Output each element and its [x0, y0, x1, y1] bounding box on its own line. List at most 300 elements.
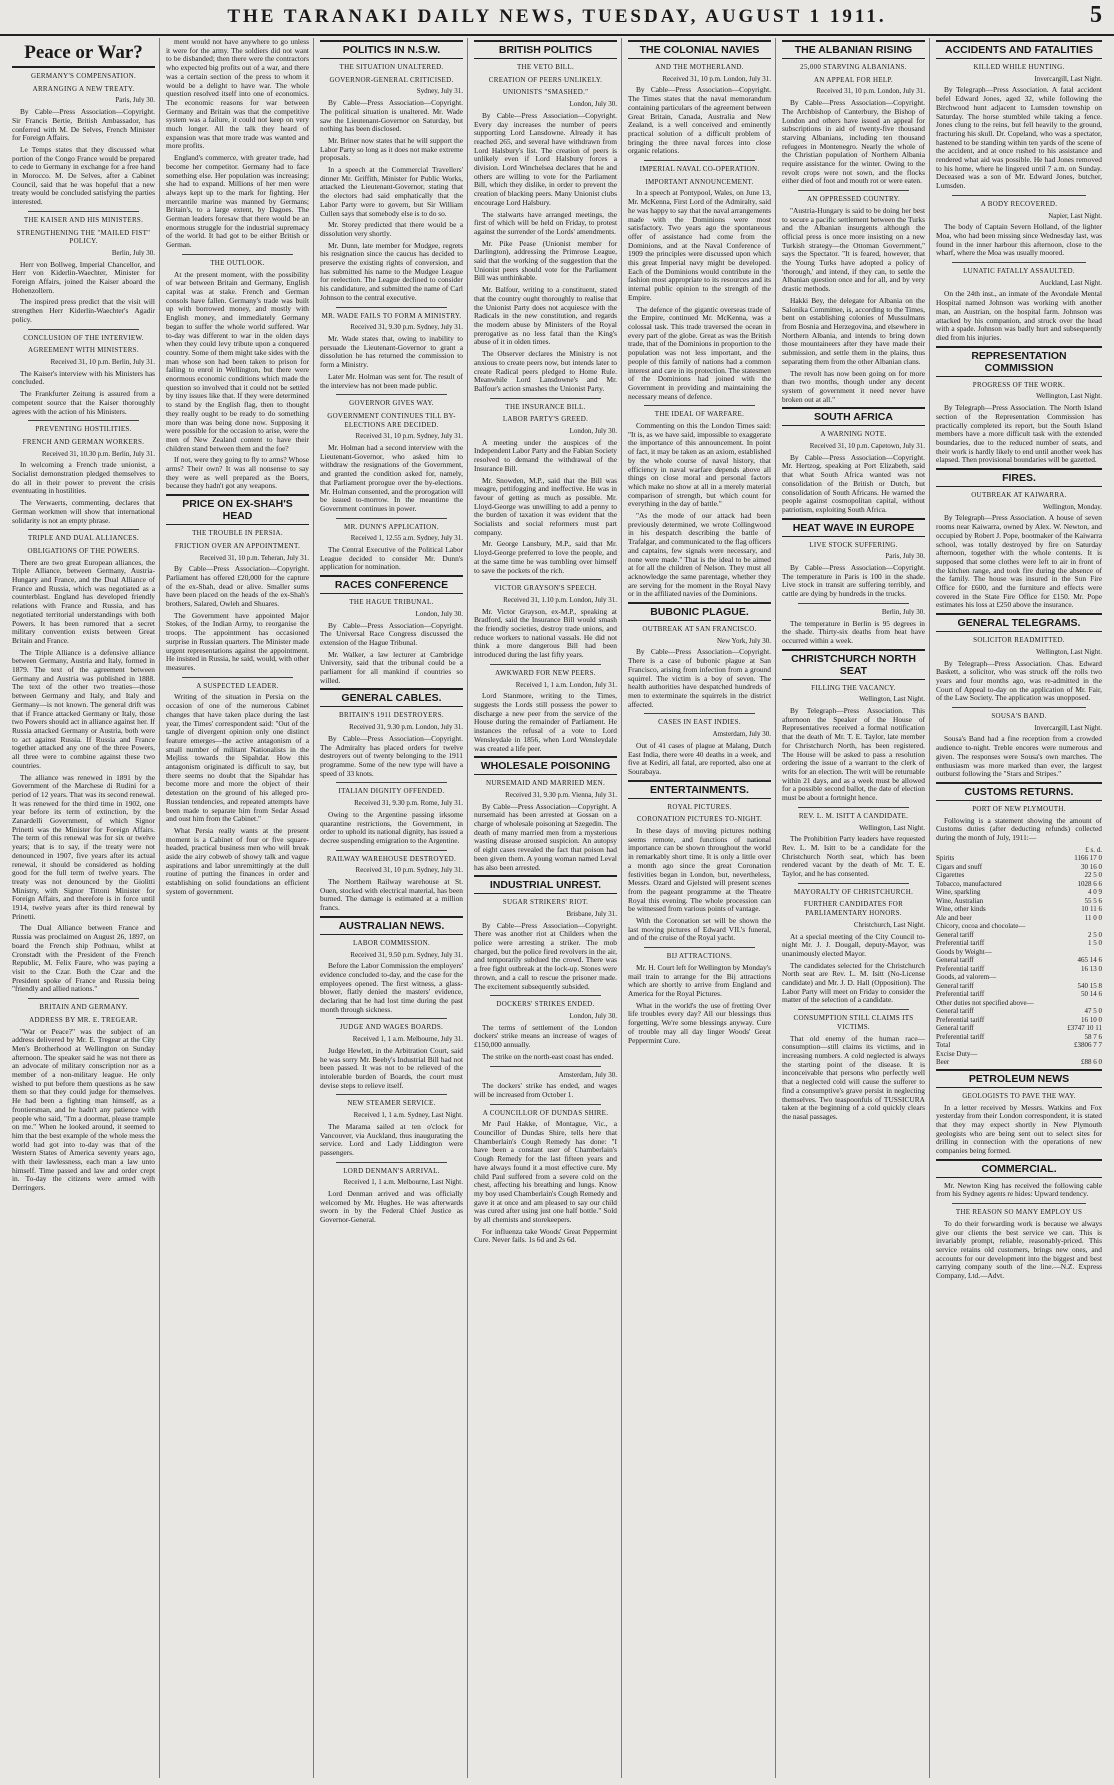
- subheading: SUGAR STRIKERS' RIOT.: [502, 898, 589, 907]
- dateline: Paris, July 30.: [885, 552, 925, 561]
- paragraph: What Persia really wants at the present moment is a Cabinet of four or five square-headed, practical business men who will break aside the airy cobweb of showy talk and vague aspirations and labor unremittingly at the dull routine of putting the finances in order and establishing on solid foundations an efficient system of government.: [166, 825, 309, 896]
- subheading: FURTHER CANDIDATES FOR PARLIAMENTARY HONORS.: [803, 900, 904, 918]
- table-item: Tobacco, manufactured: [936, 879, 1002, 888]
- subheading: MR. DUNN'S APPLICATION.: [344, 522, 439, 531]
- headline: PETROLEUM NEWS: [936, 1069, 1102, 1088]
- table-row: [936, 1033, 1102, 1042]
- paragraph: By Telegraph—Press Association. A house of seven rooms near Kaiwarra, owned by Alex. W. Newton, and occupied by Robert J. Pope, bootmaker of the Kaiwarra school, was totally destroyed by fire on Saturday afternoon, together with the whole contents. It is supposed that some clothes were left to air in front of the kitchen range, and took fire during the absence of the family. The house was insured in the Sun Fire Office for £600, and the furniture and effects were covered in the State Fire Office for £150. Mr. Pope estimates his loss at £250 above the insurance.: [936, 513, 1102, 610]
- table-amount: 10 11 6: [1081, 905, 1102, 914]
- subheading: CONSUMPTION STILL CLAIMS ITS VICTIMS.: [793, 1014, 914, 1031]
- table-row: [936, 965, 1102, 974]
- dateline: Received 31, 9.30 p.m. Sydney, July 31.: [350, 323, 463, 332]
- paragraph: For influenza take Woods' Great Peppermint Cure. Never fails. 1s 6d and 2s 6d.: [474, 1226, 617, 1245]
- paragraph: By Cable—Press Association—Copyright. The political situation is unaltered. Mr. Wade saw the Lieutenant-Governor on Saturday, but nothing has been disclosed.: [320, 98, 463, 134]
- divider: [28, 329, 139, 330]
- table-row: [936, 1016, 1102, 1025]
- paragraph: At the present moment, with the possibility of war between Britain and Germany, English capital was at stake. French and German consols have fallen. Germany's trade was built up with borrowed money, and mostly with English money, and immediately Germany began to suffer the whole world suffered. War to-day was different to war in the olden days when they could levy tribute upon a conquered country. Some of them might take sides with the man whose son had been taken to prison for failing to enrol in Wellington, but there were enormous economic conditions which made the question so involved that it could not be settled by tiny issues like that. If they were determined to stand by the English flag, then to thought they really ought to be ready to do something more than was being done now. Supposing it were possible for the occasion to arise, were the men of New Zealand content to have their children stand between them and the foe?: [166, 269, 309, 453]
- paragraph: In welcoming a French trade unionist, a Socialist demonstration pledged themselves to do all in their power to prevent the crisis eventuating in hostilities.: [12, 460, 155, 496]
- dateline: Paris, July 30.: [115, 96, 155, 105]
- column-4: [470, 38, 622, 1778]
- dateline: Received 31, 10 p.m. London, July 31.: [816, 87, 925, 96]
- subheading: PREVENTING HOSTILITIES.: [35, 425, 132, 434]
- table-amount: 16 13 0: [1081, 964, 1102, 973]
- paragraph: The Triple Alliance is a defensive alliance between Germany, Austria and Italy, formed in 1879. The text of the agreement between Germany and Austria was published in 1888. The text of the other two treaties—those between Germany and Italy, and Italy and Germany—is not known. The general drift was that if France attacked Germany or Italy, those two Powers should act in alliance against her. If Russia attacked Germany or Austria, both were to act against Russia. If Russia and France together attacked any one of the three Powers, all three were to combine against these two countries.: [12, 647, 155, 770]
- dateline: Received 31, 10.30 p.m. Berlin, July 31.: [41, 449, 155, 458]
- dateline: Christchurch, Last Night.: [853, 920, 925, 929]
- headline: PRICE ON EX-SHAH'S HEAD: [166, 494, 309, 525]
- table-amount: 47 5 0: [1084, 1007, 1102, 1016]
- headline: SOUTH AFRICA: [782, 407, 925, 426]
- dateline: Received 1, 12.55 a.m. Sydney, July 31.: [350, 534, 463, 543]
- paragraph: The Central Executive of the Political Labor League decided to consider Mr. Dunn's application for nomination.: [320, 545, 463, 572]
- dateline: Invercargill, Last Night.: [1034, 74, 1102, 83]
- divider: [798, 883, 909, 884]
- paragraph: By Cable—Press Association—Copyright. The Archbishop of Canterbury, the Bishop of London and others have issued an appeal for subscriptions in aid of twenty-five thousand starving Albanians, including ten thousand refugees in Montenegro. Nearly the whole of the Christian population of Northern Albania require assistance for the winter. Owing to the revolt crops were not sown, and the flocks either died of foot and mouth rot or were eaten.: [782, 98, 925, 186]
- subheading: ADDRESS BY MR. E. TREGEAR.: [29, 1015, 138, 1024]
- paragraph: Mr. Wade states that, owing to inability to persuade the Lieutenant-Governor to grant a dissolution he has returned the commission to form a Ministry.: [320, 333, 463, 370]
- paragraph: By Cable—Press Association—Copyright. The Admiralty has placed orders for twelve destroyers out of twenty belonging to the 1911 programme. Some of the new type will have a speed of 33 knots.: [320, 733, 463, 778]
- paragraph: Mr. Dunn, late member for Mudgee, regrets his resignation since the caucus has decided to preserve the existing rights of conversion, and has submitted his name to the Mudgee League for reelection. The League declined to consider his candidature, and submitted the name of Carl Johnson to the central executive.: [320, 240, 463, 302]
- divider: [644, 160, 755, 161]
- subheading: GOVERNOR-GENERAL CRITICISED.: [329, 75, 454, 84]
- paragraph: Commenting on this the London Times said: "It is, as we have said, impossible to exaggerate the importance of this announcement. In point of fact, it may be taken as an axiom, established by the whole course of naval history, that efficiency in naval warfare depends above all things on close moral and personal factors which make no show at all in a merely material comparison of strength, but which count for everything in the day of battle.": [628, 421, 771, 509]
- subheading: VICTOR GRAYSON'S SPEECH.: [494, 584, 597, 593]
- divider: [28, 211, 139, 212]
- paragraph: Later Mr. Holman was sent for. The result of the interview has not been made public.: [320, 371, 463, 390]
- dateline: Amsterdam, July 30.: [558, 1070, 617, 1079]
- dateline: Received 31, 10 p.m. Sydney, July 31.: [355, 432, 463, 441]
- table-item: Cigarettes: [936, 871, 965, 880]
- dateline: Napier, Last Night.: [1048, 211, 1102, 220]
- table-row: [936, 973, 1102, 982]
- paragraph: Sousa's Band had a fine reception from a crowded audience to-night. Treble encores were numerous and given. The responses were Sousa's own marches. The enthusiasm was more marked than ever, the largest outburst following the "Stars and Stripes.": [936, 734, 1102, 779]
- divider: [490, 664, 601, 665]
- paragraph: The inspired press predict that the visit will strengthen Herr Kiderlin-Waechter's Agadir policy.: [12, 297, 155, 324]
- dateline: Amsterdam, July 30.: [712, 730, 771, 739]
- headline: COMMERCIAL.: [936, 1159, 1102, 1178]
- paragraph: Mr. Newton King has received the following cable from his Sydney agents re hides: Upward tendency.: [936, 1180, 1102, 1199]
- column-7: [932, 38, 1106, 1778]
- table-row: [936, 871, 1102, 880]
- divider: [644, 713, 755, 714]
- table-item: Preferential tariff: [936, 964, 985, 973]
- customs-table: [936, 846, 1102, 1067]
- table-item: Wine, Australian: [936, 896, 984, 905]
- subheading: CONCLUSION OF THE INTERVIEW.: [23, 333, 144, 342]
- paragraph: The Kaiser's interview with his Ministers has concluded.: [12, 368, 155, 387]
- table-row: [936, 982, 1102, 991]
- paragraph: Mr. Victor Grayson, ex-M.P., speaking at Bradford, said the Insurance Bill would smash the friendly societies, destroy trade unions, and reduce workers to national vassals. He did not think a more dangerous Bill had been introduced during the last fifty years.: [474, 606, 617, 660]
- table-amount: 11 0 0: [1084, 913, 1102, 922]
- dateline: London, July 30.: [569, 427, 617, 436]
- subheading: NURSEMAID AND MARRIED MEN.: [485, 779, 606, 788]
- subheading: KILLED WHILE HUNTING.: [973, 63, 1065, 71]
- table-amount: [1058, 999, 1102, 1008]
- divider: [182, 677, 293, 678]
- table-item: General tariff: [936, 1024, 974, 1033]
- paragraph: "As the mode of our attack had been previously determined, we wrote Collingwood in his despatch describing the battle of Trafalgar, and communicated to the flag officers and captains, few signals were necessary, and none were made." That is the ideal to be aimed at for all the children of Nelson. They must all acknowledge the same parentage, whether they are serving for the moment in the Royal Navy or in the affiliated navies of the Dominions.: [628, 511, 771, 599]
- dateline: Received 31, 9.30 p.m. London, July 31.: [349, 723, 463, 732]
- subheading: OBLIGATIONS OF THE POWERS.: [27, 546, 140, 555]
- table-amount: 55 5 6: [1084, 896, 1102, 905]
- table-item: Ale and beer: [936, 913, 972, 922]
- subheading: THE OUTLOOK.: [210, 258, 265, 267]
- subheading: LABOR PARTY'S GREED.: [502, 415, 589, 424]
- subheading: CASES IN EAST INDIES.: [658, 718, 741, 727]
- subheading: A SUSPECTED LEADER.: [196, 681, 279, 690]
- table-amount: 58 7 6: [1084, 1032, 1102, 1041]
- paragraph: By Cable—Press Association—Copyright. The Universal Race Congress discussed the extension of the Hague Tribunal.: [320, 620, 463, 647]
- headline: CHRISTCHURCH NORTH SEAT: [782, 649, 925, 680]
- subheading: A BODY RECOVERED.: [980, 199, 1058, 208]
- paragraph: By Telegraph—Press Association. This afternoon the Speaker of the House of Representatives received a formal notification that the death of Mr. T. E. Taylor, late member for Christchurch North, has been registered. The House will be asked to pass a resolution ordering the issue of a warrant to the clerk of writs for an election. The writ will be returnable within 21 days, and as a week must be allowed for a possible second ballot, the date of election must be about a fortnight hence.: [782, 706, 925, 803]
- headline: GENERAL CABLES.: [320, 688, 463, 707]
- dateline: Wellington, Last Night.: [859, 823, 925, 832]
- headline: WHOLESALE POISONING: [474, 756, 617, 775]
- dateline: Received 31, 10 p.m. Berlin, July 31.: [50, 357, 155, 366]
- subheading: AN OPPRESSED COUNTRY.: [806, 195, 901, 204]
- table-item: Wine, other kinds: [936, 905, 986, 914]
- column-5: [624, 38, 776, 1778]
- table-item: Chicory, cocoa and chocolate—: [936, 922, 1026, 931]
- column-3: [316, 38, 468, 1778]
- table-row: [936, 880, 1102, 889]
- table-item: Goods by Weight—: [936, 947, 992, 956]
- divider: [28, 998, 139, 999]
- subheading: SOLICITOR READMITTED.: [973, 636, 1065, 645]
- divider: [798, 190, 909, 191]
- paragraph: A meeting under the auspices of the Independent Labor Party and the Fabian Society resolved to demand the withdrawal of the Insurance Bill.: [474, 437, 617, 473]
- subheading: DOCKERS' STRIKES ENDED.: [496, 1000, 595, 1009]
- subheading: IMPORTANT ANNOUNCEMENT.: [645, 177, 754, 186]
- subheading: THE REASON SO MANY EMPLOY US: [955, 1208, 1083, 1217]
- headline: BUBONIC PLAGUE.: [628, 602, 771, 621]
- dateline: Received 31, 9.50 p.m. Sydney, July 31.: [350, 950, 463, 959]
- headline: ACCIDENTS AND FATALITIES: [936, 40, 1102, 59]
- paragraph: "Austria-Hungary is said to be doing her best to secure a pacific settlement between the Turks and the Albanian insurgents although the official press is once more insisting on a new Turkish strategy—the Ottoman Government," says the Spectator. "It is feared, however, that the Young Turks have adopted a policy of 'thorough,' and intend, if they can, to settle the Albanian question once and for all, and by very drastic methods.: [782, 205, 925, 294]
- paragraph: Mr. Balfour, writing to a constituent, stated that the country ought thoroughly to realise that the Unionist Party does not acquiesce with the Radicals in the new constitution, and regards the modern abuse by Ministers of the Royal prerogative as no less fatal than the King's abuse of it in olden times.: [474, 285, 617, 347]
- paragraph: Le Temps states that they discussed what portion of the Congo France would be prepared to cede to Germany in exchange for a free hand in Morocco. M. De Selves, after a Cabinet Council, said that he was hopeful that a new treaty would be concluded satisfying the parties interested.: [12, 144, 155, 207]
- table-header-currency: £ s. d.: [1085, 845, 1102, 854]
- table-row: [936, 931, 1102, 940]
- paragraph: The Verwaerts, commenting, declares that German workmen will show that international solidarity is not an empty phrase.: [12, 498, 155, 525]
- dateline: Received 31, 10 p.m. London, July 31.: [662, 74, 771, 83]
- subheading: LIVE STOCK SUFFERING.: [809, 540, 898, 549]
- table-item: Spirits: [936, 854, 955, 863]
- headline: INDUSTRIAL UNREST.: [474, 875, 617, 894]
- paragraph: By Cable—Press Association—Copyright. Every day increases the number of peers supporting Lord Lansdowne. Already it has reached 265, and several have withdrawn from Lord Halsbury's list. The creation of peers is unlikely even if Lord Halsbury forces a division. Lord Winchelsea declares that he and others are willing to vote for the Parliament Bill, which they dislike, in order to prevent the creation of blacking peers. Many Unionist clubs encourage Lord Halsbury.: [474, 110, 617, 207]
- table-item: Preferential tariff: [936, 1015, 985, 1024]
- dateline: Berlin, July 30.: [111, 248, 155, 257]
- table-row: [936, 939, 1102, 948]
- dateline: Invercargill, Last Night.: [1034, 723, 1102, 732]
- table-amount: 540 15 8: [1077, 981, 1102, 990]
- table-row: [936, 999, 1102, 1008]
- subheading: THE VETO BILL.: [516, 63, 575, 71]
- table-amount: [1058, 922, 1102, 931]
- paragraph: Writing of the situation in Persia on the occasion of one of the numerous Cabinet changes that have taken place during the last year, the Times' correspondent said: "Out of the tangle of divergent opinion only one distinct feature emerges—the active antagonism of a small number of militant Nationalists in the Mejliss towards the Sipahdar. How this antagonism originated is difficult to say, but there seems no doubt that the Sipahdar has become more and more the object of their detestation on the ground of his alleged pro-Russian tendencies, and repeated attempts have been made to separate him from Sedar Assad and oust him from the Cabinet.": [166, 692, 309, 824]
- subheading: BIJ ATTRACTIONS.: [666, 952, 733, 961]
- masthead: [0, 0, 1114, 36]
- paragraph: Before the Labor Commission the employers' evidence concluded to-day, and the case for the employees opened. The first witness, a glass-blower, flatly denied the masters' evidence, declaring that he had lost time during the past month through sickness.: [320, 961, 463, 1014]
- table-amount: £3806 7 7: [1074, 1041, 1102, 1050]
- paragraph: Mr. Storey predicted that there would be a dissolution very shortly.: [320, 220, 463, 238]
- divider: [336, 518, 447, 519]
- headline: POLITICS IN N.S.W.: [320, 40, 463, 59]
- subheading: CREATION OF PEERS UNLIKELY.: [488, 75, 603, 84]
- subheading: IMPERIAL NAVAL CO-OPERATION.: [639, 165, 760, 174]
- table-amount: [1058, 948, 1102, 957]
- table-amount: 30 16 0: [1081, 862, 1102, 871]
- divider: [952, 1203, 1086, 1204]
- dateline: Wellington, Last Night.: [1036, 392, 1102, 401]
- headline: Peace or War?: [12, 40, 155, 68]
- paragraph: Owing to the Argentine passing irksome quarantine restrictions, the Government, in order to uphold its national dignity, has issued a decree suspending emigration to the Argentine.: [320, 809, 463, 845]
- paragraph: Following is a statement showing the amount of Customs duties (after deducting refunds) collected during the month of July, 1911:—: [936, 815, 1102, 843]
- paragraph: By Cable—Press Association—Copyright. Parliament has offered £20,000 for the capture of the ex-Shah, dead or alive. Smaller sums have been placed on the heads of the ex-Shah's brothers, Salared, Owleh and Shuares.: [166, 564, 309, 609]
- subheading: A WARNING NOTE.: [820, 430, 887, 439]
- table-amount: 4 0 9: [1088, 888, 1102, 897]
- subheading: THE SITUATION UNALTERED.: [339, 63, 444, 71]
- dateline: Received 31, 10 p.m. Sydney, July 31.: [355, 866, 463, 875]
- paragraph: Mr. Holman had a second interview with the Lieutenant-Governor, who asked him to withdraw the resignations of the Government, and granted the condition asked for, namely, that Parliament prorogue over the by-elections. Mr. Holman consented, and the prorogation will be issued to-morrow. In the meantime the Government continues in power.: [320, 443, 463, 513]
- paragraph: At a special meeting of the City Council to-night Mr. J. J. Dougall, deputy-Mayor, was unanimously elected Mayor.: [782, 931, 925, 958]
- paragraph: By Cable—Press Association—Copyright. The temperature in Paris is 100 in the shade. Live stock in transit are suffering terribly, and cattle are dying by hundreds in the trucks.: [782, 563, 925, 599]
- table-amount: 1 5 0: [1088, 939, 1102, 948]
- paragraph: The Marama sailed at ten o'clock for Vancouver, via Auckland, thus inaugurating the service. Lord and Lady Liddington were passengers.: [320, 1121, 463, 1157]
- table-amount: 1166 17 0: [1074, 854, 1102, 863]
- subheading: OUTBREAK AT SAN FRANCISCO.: [642, 625, 757, 634]
- paragraph: Lord Stanmore, writing to the Times, suggests the Lords still possess the power to discharge a new peer from the service of the House during the remainder of Parliament. He instances the refusal of a vote to Lord Wensleydale in 1856, when Lord Wensleydale was created a life peer.: [474, 691, 617, 753]
- table-amount: 1028 6 6: [1077, 879, 1102, 888]
- paragraph: Out of 41 cases of plague at Malang, Dutch East India, there were 40 deaths in a week, and five at Kediri, all fatal, are reported, also one at Sourabaya.: [628, 740, 771, 776]
- subheading: OUTBREAK AT KAIWARRA.: [971, 491, 1067, 500]
- table-amount: £88 6 0: [1081, 1058, 1102, 1067]
- divider: [952, 262, 1086, 263]
- subheading: FRICTION OVER AN APPOINTMENT.: [174, 541, 301, 550]
- divider: [490, 398, 601, 399]
- paragraph: What in the world's the use of fretting Over life troubles every day? All our blessings thus forgetting, We're some blessings anyway. Cure of trouble may all day linger Woods' Great Peppermint Cure.: [628, 1000, 771, 1045]
- paragraph: Mr. Walker, a law lecturer at Cambridge University, said that the tribunal could be a parliament for all mankind if countries so willed.: [320, 649, 463, 685]
- divider: [336, 850, 447, 851]
- paragraph: If not, were they going to fly to arms? Whose arms? Their own? It was all nonsense to say they were as well prepared as the Boers, because they hadn't got any weapons.: [166, 455, 309, 491]
- subheading: REV. L. M. ISITT A CANDIDATE.: [798, 811, 909, 820]
- divider: [336, 1094, 447, 1095]
- paragraph: By Cable—Press Association—Copyright. A nursemaid has been arrested at Gossan on a charge of wholesale poisoning at Szegedin. The death of many married men from a mysterious wasting disease aroused suspicion. An autopsy of eight cases revealed the fact that poison had been given them. A young woman named Leval has also been arrested.: [474, 801, 617, 872]
- table-row: [936, 863, 1102, 872]
- headline: GENERAL TELEGRAMS.: [936, 613, 1102, 632]
- table-item: Preferential tariff: [936, 939, 985, 948]
- dateline: Received 31, 9.30 p.m. Rome, July 31.: [354, 799, 463, 808]
- divider: [798, 807, 909, 808]
- dateline: Received 1, 1 a.m. Melbourne, July 31.: [352, 1035, 463, 1044]
- divider: [798, 603, 909, 604]
- paragraph: Mr Paul Hakke, of Montague, Vic., a Councillor of Dundas Shire, tells here that Chamberlain's Cough Remedy has done: "I have been a constant user of Chamberlain's Cough Remedy for the last fifteen years and have always found it a most effective cure. My child Paul suffered from a severe cold on the chest, affecting his breathing and lungs. Know my boy used Chamberlain's Cough Remedy and gave it at once and am pleased to say our child was cured after using just one half bottle." Sold by all chemists and storekeepers.: [474, 1119, 617, 1225]
- paragraph: The candidates selected for the Christchurch North seat are Rev. L. M. Isitt (No-License candidate) and Mr. J. D. Hall (Opposition). The Labor Party will meet on Friday to consider the matter of the selection of a candidate.: [782, 960, 925, 1005]
- paragraph: Mr. Pike Pease (Unionist member for Darlington), addressing the Primrose League, said that the working of the suggestion that the Unionist peers should vote for the Parliament Bill was unthinkable.: [474, 238, 617, 283]
- divider: [952, 195, 1086, 196]
- subheading: GERMANY'S COMPENSATION.: [30, 72, 136, 80]
- paragraph: By Cable—Press Association—Copyright. There is a case of bubonic plague at San Francisco, arising from infection from a ground squirrel. The victim is a boy of seven. The health authorities have despatched hundreds of men to exterminate the squirrels in the district affected.: [628, 647, 771, 709]
- dateline: Auckland, Last Night.: [1039, 278, 1102, 287]
- divider: [490, 995, 601, 996]
- table-amount: [1058, 973, 1102, 982]
- divider: [644, 947, 755, 948]
- table-item: Excise Duty—: [936, 1049, 978, 1058]
- dateline: New York, July 30.: [716, 636, 771, 645]
- table-header-row: [936, 846, 1102, 855]
- dateline: London, July 30.: [415, 609, 463, 618]
- subheading: BRITAIN'S 1911 DESTROYERS.: [339, 711, 444, 720]
- paragraph: In these days of moving pictures nothing seems remote, and functions of national importance can be shown throughout the world in remarkably short time. It is only a little over a month ago since the great Coronation festivities began in London, but, nevertheless, Messrs. Ozard and Gjelsted will present scenes from the pageant programme at the Theatre Royal this evening. The whole procession can be witnessed from various points of vantage.: [628, 826, 771, 914]
- dateline: Sydney, July 31.: [416, 87, 463, 96]
- subheading: SOUSA'S BAND.: [991, 712, 1047, 721]
- headline: AUSTRALIAN NEWS.: [320, 916, 463, 935]
- dateline: Received 31, 1.10 p.m. London, July 31.: [503, 595, 617, 604]
- dateline: Wellington, Last Night.: [1036, 647, 1102, 656]
- subheading: GOVERNMENT CONTINUES TILL BY-ELECTIONS ARE DECIDED.: [327, 411, 456, 429]
- divider: [644, 405, 755, 406]
- paragraph: By Telegraph—Press Association. The North Island section of the Representation Commission has practically completed its report, but the South Island members have a more difficult task with the extended boundaries, due to the reduced number of seats, and their work is hardly likely to end until another week has elapsed. Then provisional boundaries will be gazetted.: [936, 403, 1102, 465]
- subheading: AN APPEAL FOR HELP.: [814, 75, 893, 84]
- dateline: London, July 30.: [569, 1011, 617, 1020]
- paragraph: To do their forwarding work is because we always give our clients the best service we can. This is invariably prompt, reliable, reasonably-priced. This service retains old customers, brings new ones, and accounts for our development into the biggest and best carrying company south of the line.—N.Z. Express Company, Ltd.—Advt.: [936, 1218, 1102, 1281]
- paragraph: The terms of settlement of the London dockers' strike means an increase of wages of £150,000 annually.: [474, 1022, 617, 1050]
- subheading: TRIPLE AND DUAL ALLIANCES.: [28, 534, 139, 543]
- divider: [336, 394, 447, 395]
- headline: REPRESENTATION COMMISSION: [936, 346, 1102, 377]
- paragraph: Herr von Bollweg, Imperial Chancellor, and Herr von Kiderlin-Waechter, Minister for Foreign Affairs, joined the Kaiser aboard the Hohenzollern.: [12, 259, 155, 295]
- paragraph: The temperature in Berlin is 95 degrees in the shade. Thirty-six deaths from heat have occurred within a week.: [782, 618, 925, 645]
- paragraph: The Dual Alliance between France and Russia was proclaimed on August 26, 1897, on board the French ship Pothuau, whilst at Cronstadt with the President of the French Republic, M. Felix Faure, who was paying a visit to the Czar. Both the Czar and the President spoke of France and Russia being "friendly and allied nations.": [12, 923, 155, 994]
- table-header-spacer: [936, 846, 1058, 855]
- divider: [182, 254, 293, 255]
- subheading: PROGRESS OF THE WORK.: [972, 380, 1066, 389]
- table-row: [936, 948, 1102, 957]
- subheading: LUNATIC FATALLY ASSAULTED.: [963, 267, 1075, 276]
- column-6: [778, 38, 930, 1778]
- paragraph: Mr. George Lansbury, M.P., said that Mr. Lloyd-George preferred to love the people, and at the same time he was tumbling over himself to save the pockets of the rich.: [474, 539, 617, 575]
- paragraph: By Telegraph—Press Association. Chas. Edward Baskett, a solicitor, who was struck off the rolls two years and four months ago, was re-admitted in the Court of Appeal to-day on the application of Mr. Fair, of the Law Society. The application was unopposed.: [936, 658, 1102, 703]
- table-item: General tariff: [936, 956, 974, 965]
- paragraph: The Prohibition Party leaders have requested Rev. L. M. Isitt to be a candidate for the Christchurch North seat, which has been rendered vacant by the death of Mr. T. E. Taylor, and he has consented.: [782, 834, 925, 879]
- dateline: Received 1, 1 a.m. Melbourne, Last Night.: [343, 1178, 463, 1187]
- table-item: Other duties not specified above—: [936, 998, 1034, 1007]
- subheading: LORD DENMAN'S ARRIVAL.: [343, 1166, 440, 1175]
- headline: FIRES.: [936, 468, 1102, 487]
- table-row: [936, 956, 1102, 965]
- divider: [490, 1104, 601, 1105]
- paragraph: The Government have appointed Major Stokes, of the Indian Army, to reorganise the troops. The appointment has occasioned surprise in Russian quarters. The Minister made urgent representations against the appointment. He insisted in Russia, he said, would, with other measures.: [166, 610, 309, 672]
- table-item: Preferential tariff: [936, 990, 985, 999]
- divider: [28, 420, 139, 421]
- headline: RACES CONFERENCE: [320, 575, 463, 594]
- headline: BRITISH POLITICS: [474, 40, 617, 59]
- subheading: A COUNCILLOR OF DUNDAS SHIRE.: [482, 1108, 609, 1117]
- paragraph: The strike on the north-east coast has ended.: [482, 1051, 614, 1061]
- paragraph: By Cable—Press Association—Copyright. Mr. Hertzog, speaking at Port Elizabeth, said that what South Africa wanted was not consolidation of the British or Dutch, but consolidation of South Africans. He warned the people against cosmopolitan capital, without patriotism, exploiting South Africa.: [782, 452, 925, 514]
- dateline: Received 1, 1 a.m. Sydney, Last Night.: [353, 1111, 463, 1120]
- headline: THE COLONIAL NAVIES: [628, 40, 771, 59]
- paragraph: In a letter received by Messrs. Watkins and Fox yesterday from their London correspondent, it is stated that they may expect shortly in New Plymouth geologists who are being sent out to select sites for drilling in connection with the operations of new companies being formed.: [936, 1102, 1102, 1156]
- paragraph: By Cable—Press Association—Copyright. There was another riot at Childers when the police were arresting a striker. The mob charged, but the police fired revolvers in the air, and temporarily subdued the crowd. There was a free fight outbreak at the lock-up. Stones were thrown, and a call to rescue the prisoner made. The excitement subsequently subsided.: [474, 920, 617, 991]
- divider: [336, 782, 447, 783]
- subheading: ARRANGING A NEW TREATY.: [32, 84, 135, 93]
- column-2: [162, 38, 314, 1778]
- subheading: MAYORALTY OF CHRISTCHURCH.: [793, 887, 914, 896]
- paragraph: Lord Denman arrived and was officially welcomed by Mr. Hughes. He was afterwards sworn in by the Federal Chief Justice as Governor-General.: [320, 1189, 463, 1225]
- subheading: AWKWARD FOR NEW PEERS.: [495, 668, 596, 677]
- subheading: GOVERNOR GIVES WAY.: [349, 399, 434, 408]
- subheading: 25,000 STARVING ALBANIANS.: [800, 63, 907, 71]
- subheading: ROYAL PICTURES.: [667, 802, 732, 811]
- paragraph: The stalwarts have arranged meetings, the first of which will be held on Friday, to protest against the surrender of the Lords' amendments.: [474, 209, 617, 236]
- subheading: THE INSURANCE BILL.: [505, 402, 586, 411]
- dateline: Received 31, 10 p.m. Capetown, July 31.: [809, 442, 925, 451]
- table-item: Total: [936, 1041, 951, 1050]
- masthead-title: THE TARANAKI DAILY NEWS, TUESDAY, AUGUST 1 1911.: [227, 6, 887, 27]
- subheading: THE KAISER AND HIS MINISTERS.: [23, 215, 144, 224]
- paragraph: By Cable—Press Association—Copyright. The Times states that the naval memorandum containing particulars of the agreement between Great Britain, Canada, Australia and New Zealand, is a well conceived and eminently practical solution of a difficult problem of bringing the three naval forces into close organic relations.: [628, 85, 771, 156]
- paragraph: Judge Hewlett, in the Arbitration Court, said he was sorry Mr. Beeby's Industrial Bill had not been passed. It was not to be relieved of the intolerable burden of Boards, the court must devise steps to relieve itself.: [320, 1045, 463, 1090]
- paragraph: Mr. Briner now states that he will support the Labor Party so long as it does not make extreme proposals.: [320, 135, 463, 163]
- table-row: [936, 905, 1102, 914]
- paragraph: The Frankfurter Zeitung is assured from a competent source that the Kaiser thoroughly agrees with the action of his Ministers.: [12, 389, 155, 416]
- paragraph: With the Coronation set will be shown the last moving pictures of Edward VII.'s funeral, and of the cruise of the Royal yacht.: [628, 916, 771, 943]
- dateline: Received 31, 9.30 p.m. Vienna, July 31.: [505, 790, 617, 799]
- subheading: NEW STEAMER SERVICE.: [347, 1099, 436, 1108]
- table-row: [936, 1041, 1102, 1050]
- table-row: [936, 1007, 1102, 1016]
- table-item: Preferential tariff: [936, 1032, 985, 1041]
- paragraph: Hakki Bey, the delegate for Albania on the Salonika Committee, is, according to the Times, bent on establishing colonies of Mussulmans from Bosnia and Herzegovina, and elsewhere in Northern Albania, and intends to bring down those mountaineers after they have made their submission, and settle them in the plains, thus separating them from the other Albanian clans.: [782, 295, 925, 366]
- table-row: [936, 1058, 1102, 1067]
- table-row: [936, 888, 1102, 897]
- table-amount: 16 10 0: [1081, 1015, 1102, 1024]
- subheading: AND THE MOTHERLAND.: [655, 63, 744, 71]
- dateline: Received 1, 1 a.m. London, July 31.: [515, 680, 617, 689]
- table-amount: £3747 10 11: [1067, 1024, 1102, 1033]
- table-item: Beer: [936, 1058, 950, 1067]
- paragraph: The dockers' strike has ended, and wages will be increased from October 1.: [474, 1081, 617, 1099]
- paragraph: By Cable—Press Association—Copyright. Sir Francis Bertie, British Ambassador, has conferred with M. De Selves, French Minister for Foreign Affairs.: [12, 107, 155, 143]
- divider: [798, 1009, 909, 1010]
- dateline: Received 31, 10 p.m. Teheran, July 31.: [199, 553, 309, 562]
- subheading: PORT OF NEW PLYMOUTH.: [972, 805, 1066, 813]
- paragraph: There are two great European alliances, the Triple Alliance, between Germany, Austria-Hungary and France, and the Dual Alliance of France and Russia, which was negotiated as a counterblast. England has developed friendly relations with France and Russia, and has negotiated territorial understandings with both Powers. It has been rumored that a secret military convention exists between Great Britain and France.: [12, 557, 155, 645]
- divider: [490, 579, 601, 580]
- table-row: [936, 897, 1102, 906]
- dateline: Wellington, Monday.: [1042, 502, 1102, 511]
- subheading: JUDGE AND WAGES BOARDS.: [339, 1023, 444, 1032]
- table-amount: 50 14 6: [1081, 990, 1102, 999]
- subheading: AGREEMENT WITH MINISTERS.: [28, 346, 139, 355]
- subheading: FRENCH AND GERMAN WORKERS.: [22, 437, 145, 446]
- subheading: LABOR COMMISSION.: [352, 938, 431, 947]
- divider: [28, 529, 139, 530]
- table-row: [936, 854, 1102, 863]
- divider: [952, 707, 1086, 708]
- paragraph: England's commerce, with greater trade, had become her competitor. Germany had to face something else. Her population was increasing; she had to expand. Millions of her men were always kept up to the mark for fighting. Her mercantile marine was manned by Germans; Britain's, to a large extent, by Dagoes. The German leaders foresaw that there would be an enormous struggle for the industrial supremacy of the world. It had got to be either British or German.: [166, 153, 309, 250]
- subheading: ITALIAN DIGNITY OFFENDED.: [338, 787, 445, 796]
- paragraph: In a speech at Pontypool, Wales, on June 13, Mr. McKenna, First Lord of the Admiralty, said he was happy to say that the naval arrangements made with the Dominions were most satisfactory. Two years ago the spontaneous offer of assistance had come from the Dominions, and at the Naval Conference of 1909 the principles were discussed upon which this great Imperial navy might be developed. Each of the Dominions would contribute in the fashion most appropriate to its resources and its internal public opinion to the strength of the Empire.: [628, 188, 771, 302]
- paragraph: Mr. Snowden, M.P., said that the Bill was meagre, pettifogging and ineffective. He was in favour of getting as much as possible. Mr. Lloyd-George was unwilling to add a penny to the burden of taxation it was evident that the Socialists and social reformers must part company.: [474, 475, 617, 537]
- table-amount: 2 5 0: [1088, 930, 1102, 939]
- subheading: THE HAGUE TRIBUNAL.: [349, 598, 434, 607]
- paragraph: That old enemy of the human race—consumption—still claims its victims, and in increasing numbers. A cold neglected is always the starting point of the disease. It is inconceivable that persons who perfectly well that a neglected cold will cause the sufferer to find a consumptive's grave persist in neglecting themselves. Two teaspoonfuls of TUSSICURA taken at the beginning of a cold quickly clears the nasal passages.: [782, 1033, 925, 1121]
- table-row: [936, 990, 1102, 999]
- subheading: BRITAIN AND GERMANY.: [39, 1003, 128, 1012]
